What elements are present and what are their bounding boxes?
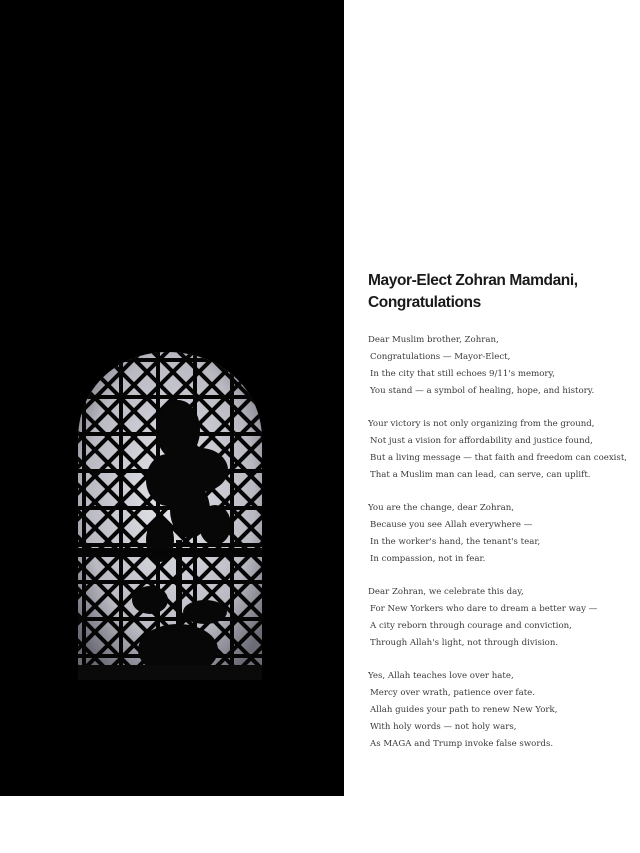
poem-line: In compassion, not in fear.: [370, 554, 486, 564]
title-line: Congratulations: [368, 294, 481, 311]
stanza-2: [368, 416, 630, 484]
poem-line: But a living message — that faith and freedom can coexist,: [370, 453, 628, 463]
poem-line: You stand — a symbol of healing, hope, and history.: [370, 386, 595, 396]
poem-line: That a Muslim man can lead, can serve, can uplift.: [370, 470, 591, 480]
poem-line: Because you see Allah everywhere —: [370, 520, 533, 530]
poem-title: [368, 270, 630, 314]
poem-line: Mercy over wrath, patience over fate.: [370, 688, 535, 698]
poem-line: With holy words — not holy wars,: [370, 722, 517, 732]
poem-line: You are the change, dear Zohran,: [368, 503, 515, 513]
stanza-3: [368, 500, 630, 568]
poem-line: Through Allah's light, not through division.: [370, 638, 559, 648]
poem-line: As MAGA and Trump invoke false swords.: [370, 739, 554, 749]
poem-line: Dear Muslim brother, Zohran,: [368, 335, 499, 345]
poem-line: In the worker's hand, the tenant's tear,: [370, 537, 541, 547]
poem-line: In the city that still echoes 9/11's memory,: [370, 369, 555, 379]
poem-line: Allah guides your path to renew New York,: [370, 705, 558, 715]
poem-line: Yes, Allah teaches love over hate,: [368, 671, 514, 681]
poem-line: Your victory is not only organizing from the ground,: [368, 419, 595, 429]
poem-panel: [368, 270, 630, 769]
title-line: Mayor-Elect Zohran Mamdani,: [368, 272, 578, 289]
stanza-5: [368, 668, 630, 753]
poem-line: Congratulations — Mayor-Elect,: [370, 352, 511, 362]
poem-line: Not just a vision for affordability and justice found,: [370, 436, 593, 446]
stanza-1: [368, 332, 630, 400]
stanza-4: [368, 584, 630, 652]
poem-line: Dear Zohran, we celebrate this day,: [368, 587, 524, 597]
poem-line: A city reborn through courage and conviction,: [370, 621, 572, 631]
poem-line: For New Yorkers who dare to dream a better way —: [370, 604, 598, 614]
